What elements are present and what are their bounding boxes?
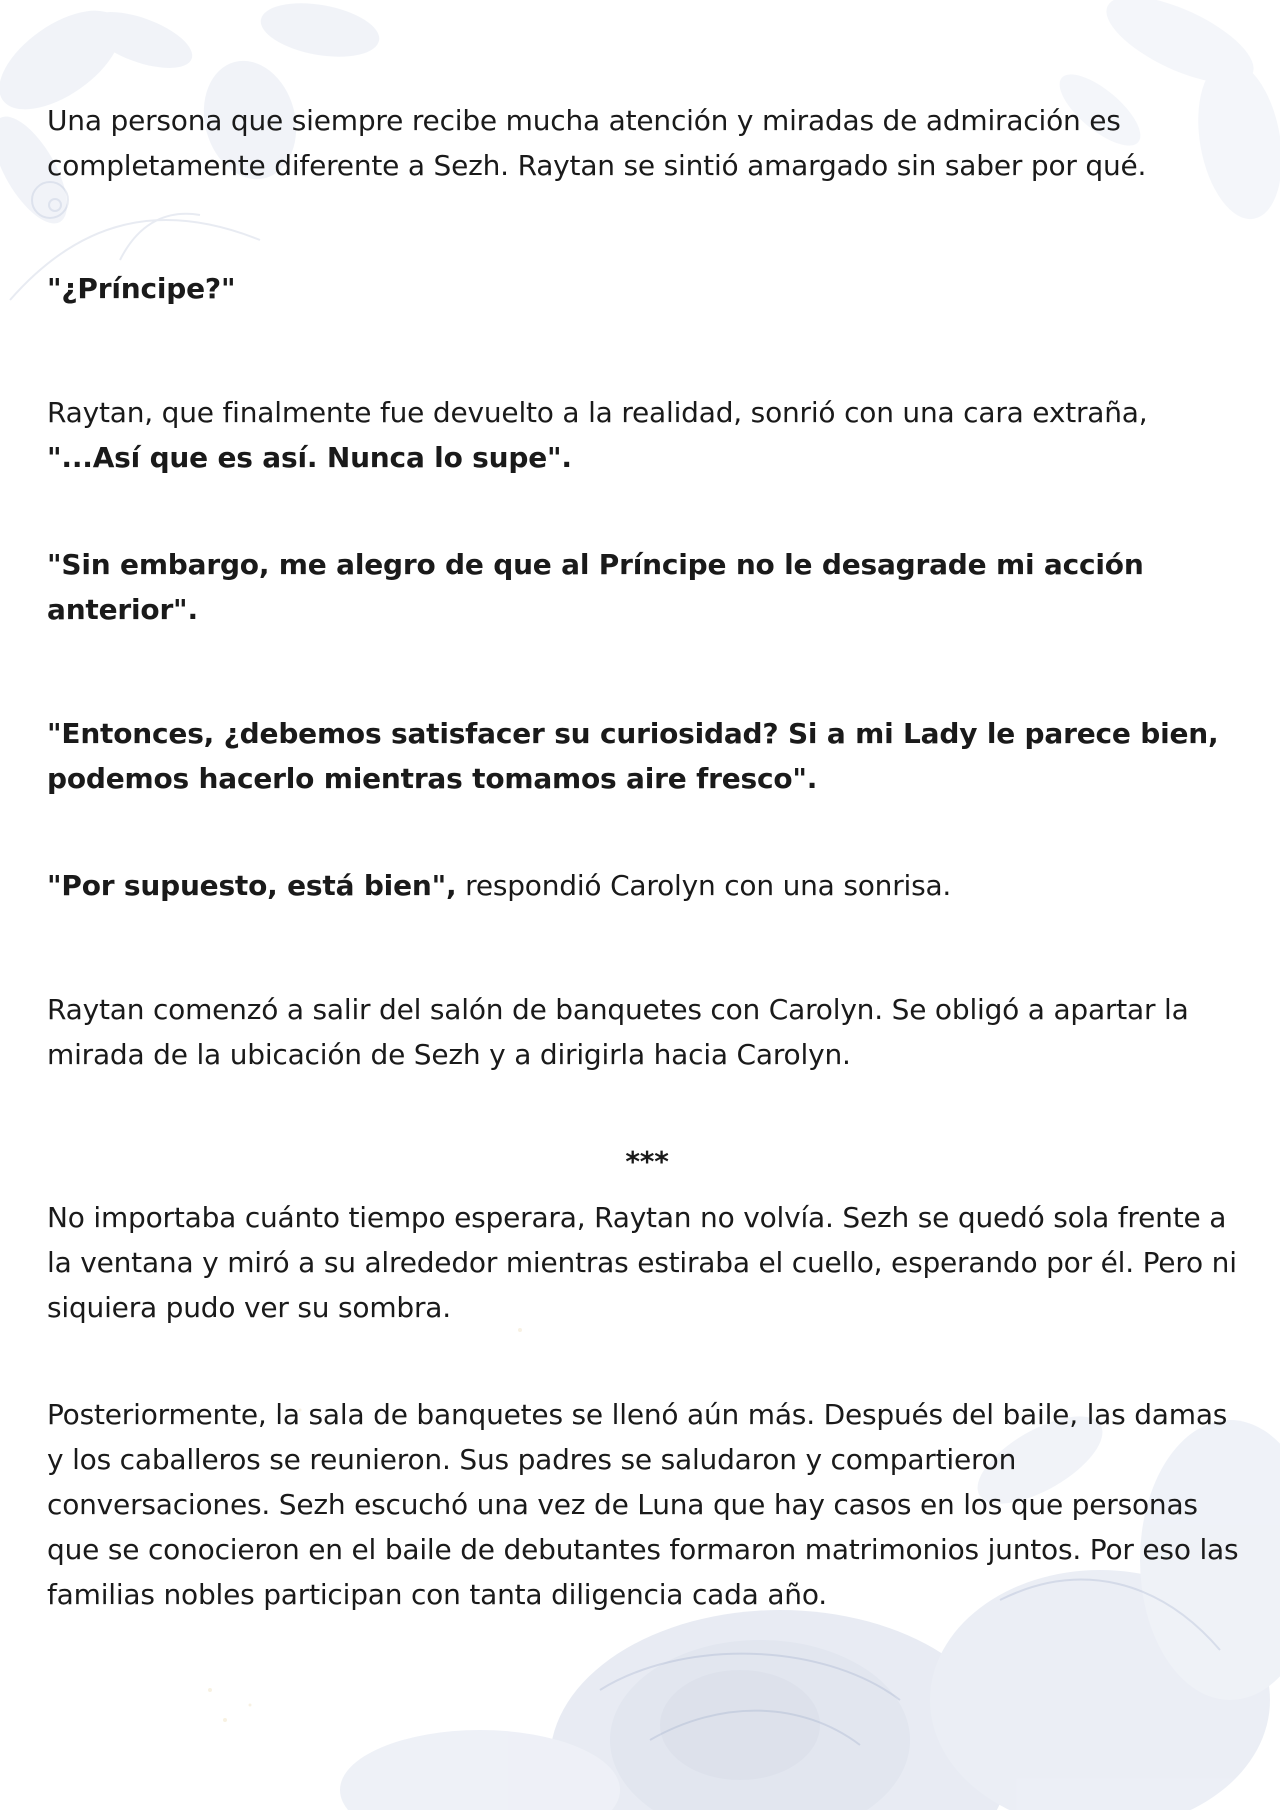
paragraph-5-dialogue: "Entonces, ¿debemos satisfacer su curiosidad? Si a mi Lady le parece bien, podemos hacerlo mientras tomamos aire fresco". <box>47 717 1219 795</box>
paragraph-6-dialogue: "Por supuesto, está bien", <box>47 869 457 902</box>
document-body <box>47 98 1247 1617</box>
paragraph-7: Raytan comenzó a salir del salón de banquetes con Carolyn. Se obligó a apartar la mirada de la ubicación de Sezh y a dirigirla hacia Carolyn. <box>47 993 1189 1071</box>
section-separator: *** <box>625 1145 669 1178</box>
paragraph-6 <box>47 863 1247 908</box>
paragraph-8: No importaba cuánto tiempo esperara, Raytan no volvía. Sezh se quedó sola frente a la ventana y miró a su alrededor mientras estiraba el cuello, esperando por él. Pero ni siquiera pudo ver su sombra. <box>47 1201 1237 1324</box>
paragraph-3-narration: Raytan, que finalmente fue devuelto a la realidad, sonrió con una cara extraña, <box>47 396 1148 429</box>
paragraph-3 <box>47 390 1247 480</box>
paragraph-6-narration: respondió Carolyn con una sonrisa. <box>456 869 952 902</box>
paragraph-9: Posteriormente, la sala de banquetes se llenó aún más. Después del baile, las damas y los caballeros se reunieron. Sus padres se saludaron y compartieron conversaciones. Sezh escuchó una vez de Luna que hay casos en los que personas que se conocieron en el baile de debutantes formaron matrimonios juntos. Por eso las familias nobles participan con tanta diligencia cada año. <box>47 1398 1239 1611</box>
paragraph-1: Una persona que siempre recibe mucha atención y miradas de admiración es completamente diferente a Sezh. Raytan se sintió amargado sin saber por qué. <box>47 104 1147 182</box>
paragraph-3-dialogue: "...Así que es así. Nunca lo supe". <box>47 441 572 474</box>
paragraph-2-dialogue: "¿Príncipe?" <box>47 272 236 305</box>
paragraph-4-dialogue: "Sin embargo, me alegro de que al Príncipe no le desagrade mi acción anterior". <box>47 548 1144 626</box>
